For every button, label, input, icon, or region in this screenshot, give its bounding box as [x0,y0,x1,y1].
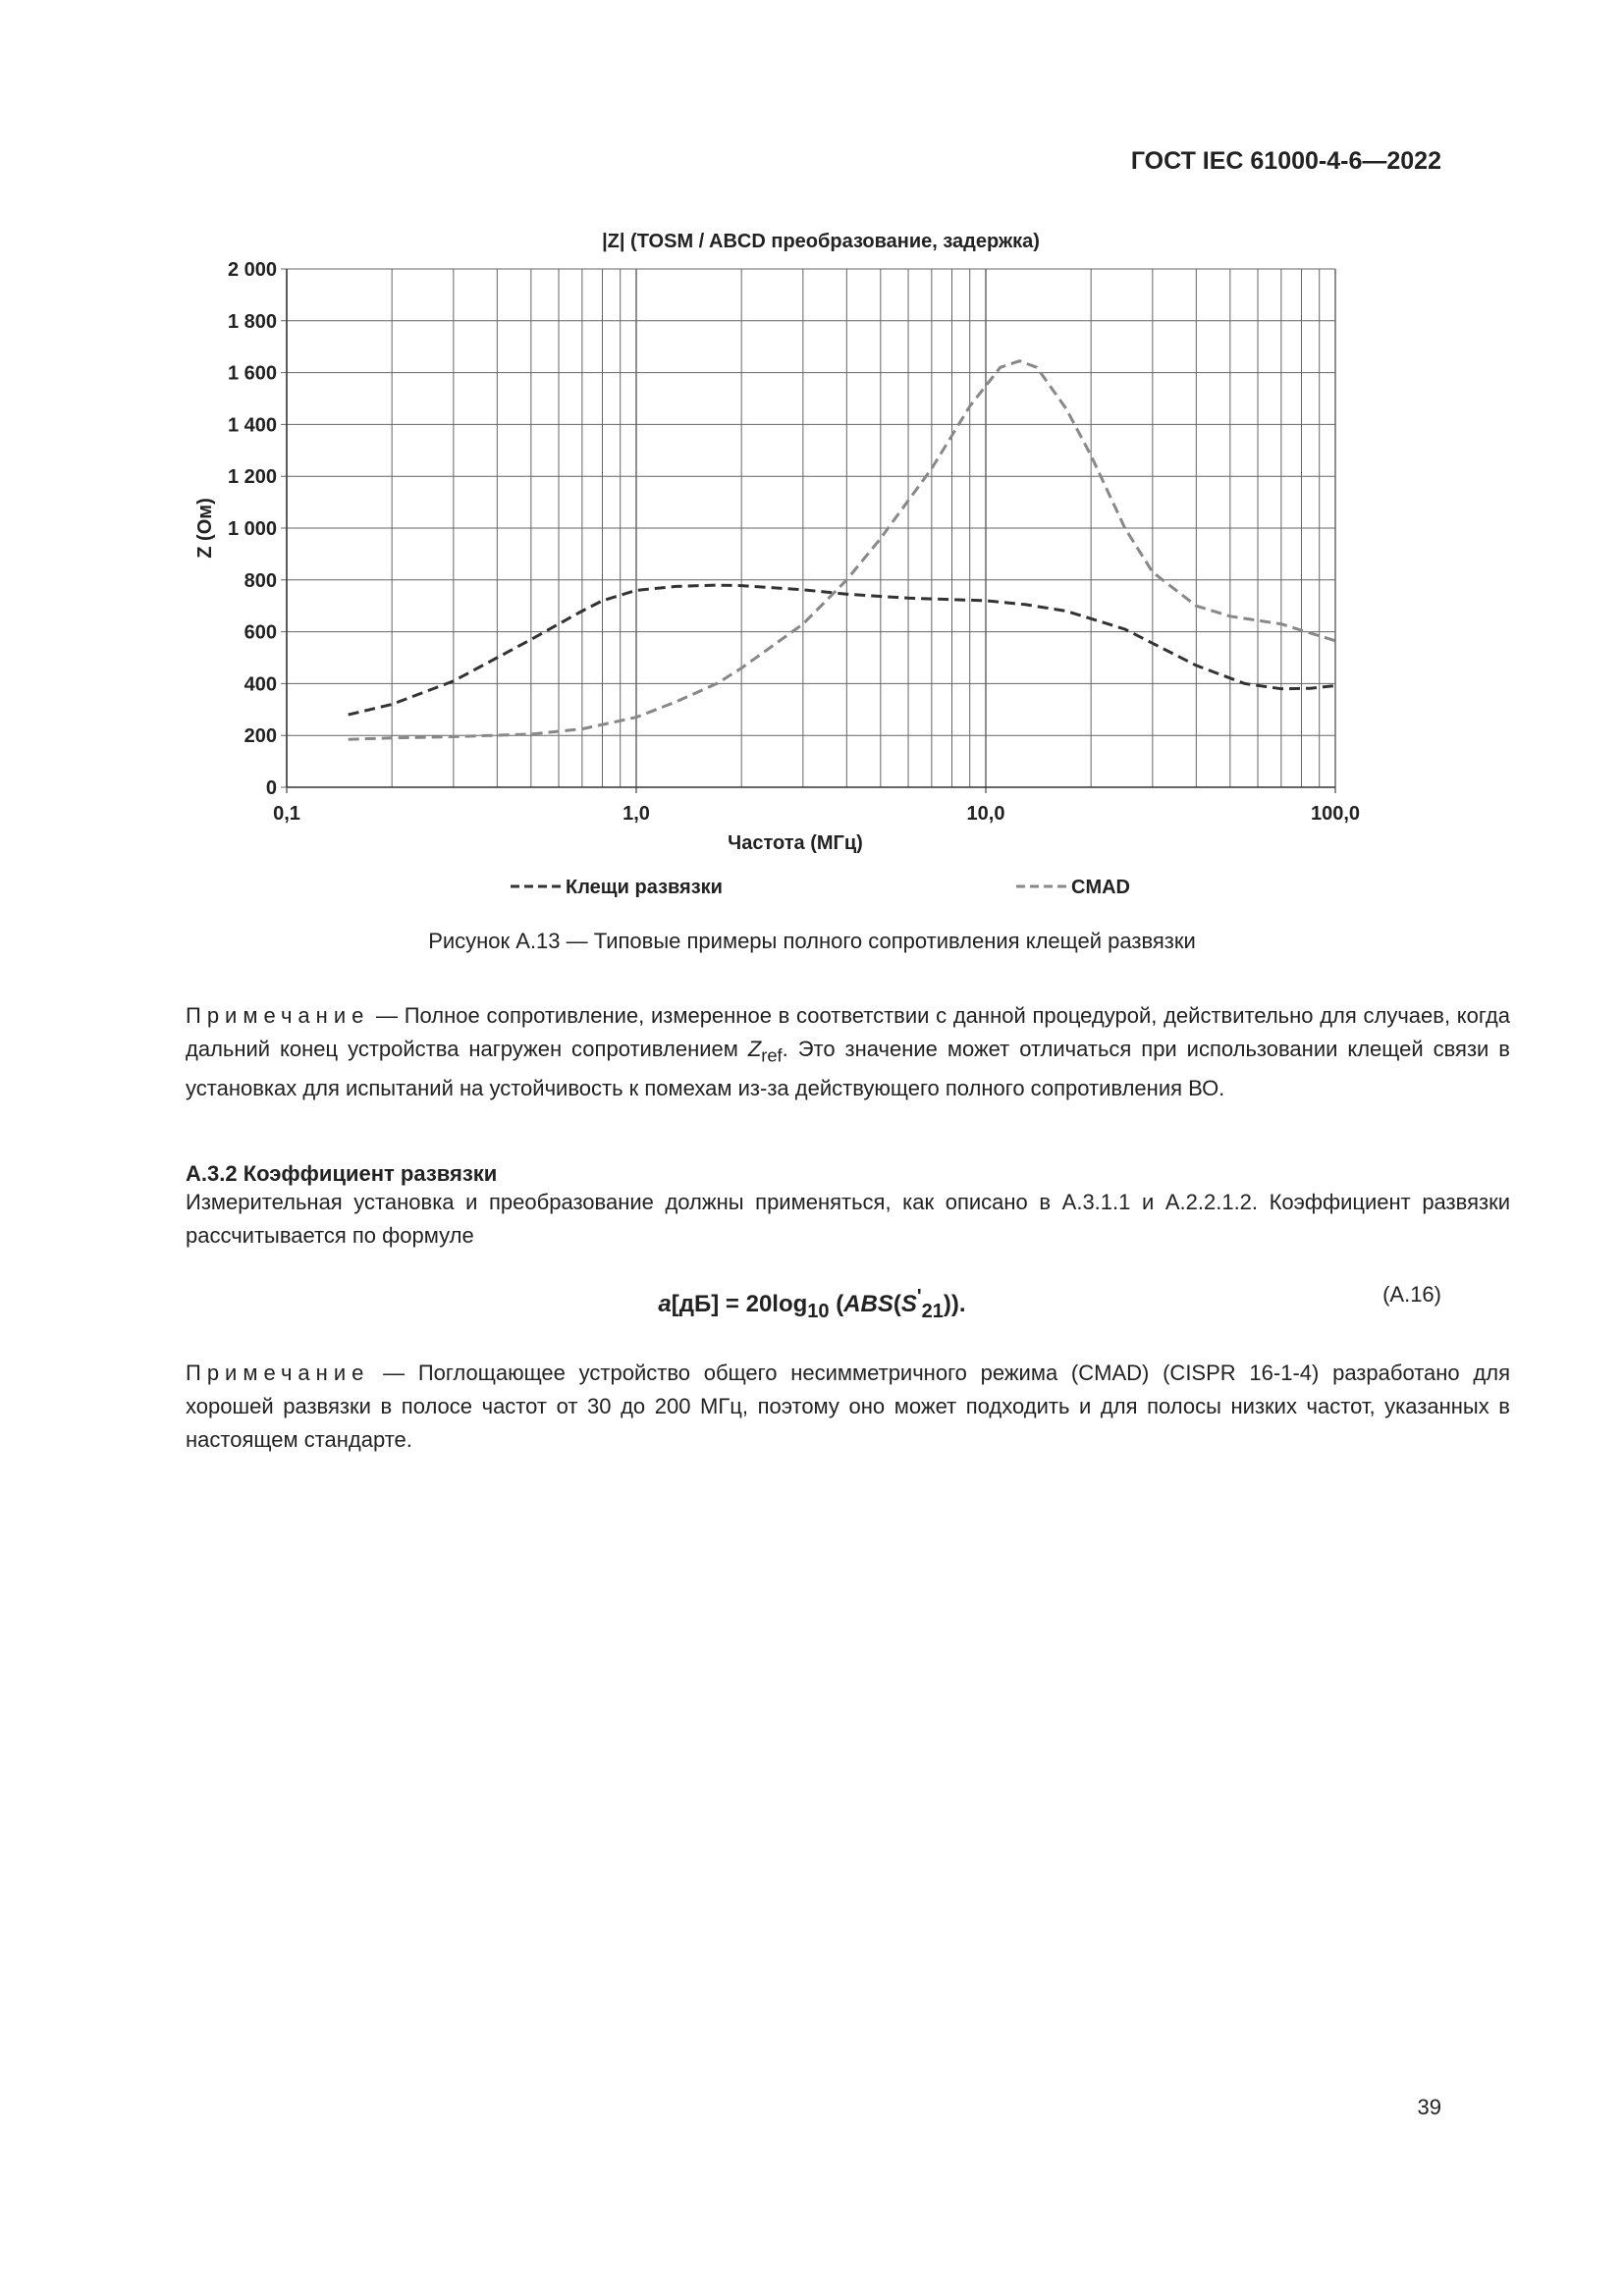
x-tick-label: 10,0 [966,803,1005,825]
chart-title: |Z| (TOSM / ABCD преобразование, задержка) [602,231,1040,252]
equation-number: (А.16) [1382,1282,1441,1307]
legend-label: CMAD [1071,877,1130,898]
y-tick-label: 0 [265,777,277,799]
formula-func: ABS [843,1291,893,1317]
note-2-label: Примечание [186,1361,370,1385]
x-tick-label: 100,0 [1310,803,1361,825]
page-number: 39 [1417,2095,1441,2119]
standard-header: ГОСТ IEC 61000-4-6—2022 [1130,147,1441,175]
formula-lhs-var: a [658,1291,672,1317]
x-tick-label: 0,1 [273,803,300,825]
legend-label: Клещи развязки [566,877,723,898]
x-axis-label: Частота (МГц) [728,832,863,854]
formula-log-base: 10 [807,1300,830,1322]
y-tick-label: 600 [244,621,277,644]
note-1-subscript: ref [761,1044,783,1066]
formula: $a[дБ] = 20\log_{10}$ $(ABS(S'_{21}))$. [658,1286,966,1322]
section-text: Измерительная установка и преобразование должны применяться, как описано в А.3.1.1 и А.2.2.1.2. Коэффициент развязки рассчитывается по формуле [186,1190,1510,1248]
impedance-chart [0,0,1624,913]
y-tick-label: 1 000 [227,518,277,540]
y-tick-label: 2 000 [227,259,277,281]
note-1-label: Примечание [186,1003,370,1028]
formula-close: )). [943,1291,966,1317]
y-axis-label: Z (Ом) [194,498,216,559]
formula-s-sub: 21 [921,1300,944,1322]
y-tick-label: 1 800 [227,310,277,333]
note-2 [117,1357,1510,1457]
note-1-symbol: Z [747,1037,762,1061]
series-line-cmad [349,361,1335,740]
y-tick-label: 1 200 [227,466,277,489]
note-2-text: — Поглощающее устройство общего несимметричного режима (CMAD) (CISPR 16-1-4) разработано для хорошей развязки в полосе частот от 30 до 200 МГц, поэтому оно может подходить и для полосы низких частот, указанных в настоящем стандарте. [186,1361,1510,1452]
y-tick-label: 1 600 [227,362,277,385]
note-1 [117,999,1510,1105]
series-line-decoupling-clamp [349,585,1335,715]
note-1-text-after: . Это значение может отличаться при использовании клещей связи в установках для испытаний на устойчивость к помехам из-за действующего полного сопротивления ВО. [186,1037,1510,1101]
formula-lhs-unit: [дБ] = 20log [671,1291,808,1317]
note-1-text-before: — Полное сопротивление, измеренное в соответствии с данной процедурой, действительно для случаев, когда дальний конец устройства нагружен сопротивлением [186,1003,1510,1061]
figure-caption: Рисунок А.13 — Типовые примеры полного сопротивления клещей развязки [428,929,1196,953]
x-tick-label: 1,0 [623,803,650,825]
section-heading: А.3.2 Коэффициент развязки [186,1161,498,1186]
y-tick-label: 1 400 [227,414,277,437]
y-tick-label: 400 [244,673,277,696]
y-tick-label: 200 [244,725,277,748]
y-tick-label: 800 [244,569,277,592]
formula-s-prime: ' [916,1286,922,1308]
formula-s-var: S [900,1291,917,1317]
